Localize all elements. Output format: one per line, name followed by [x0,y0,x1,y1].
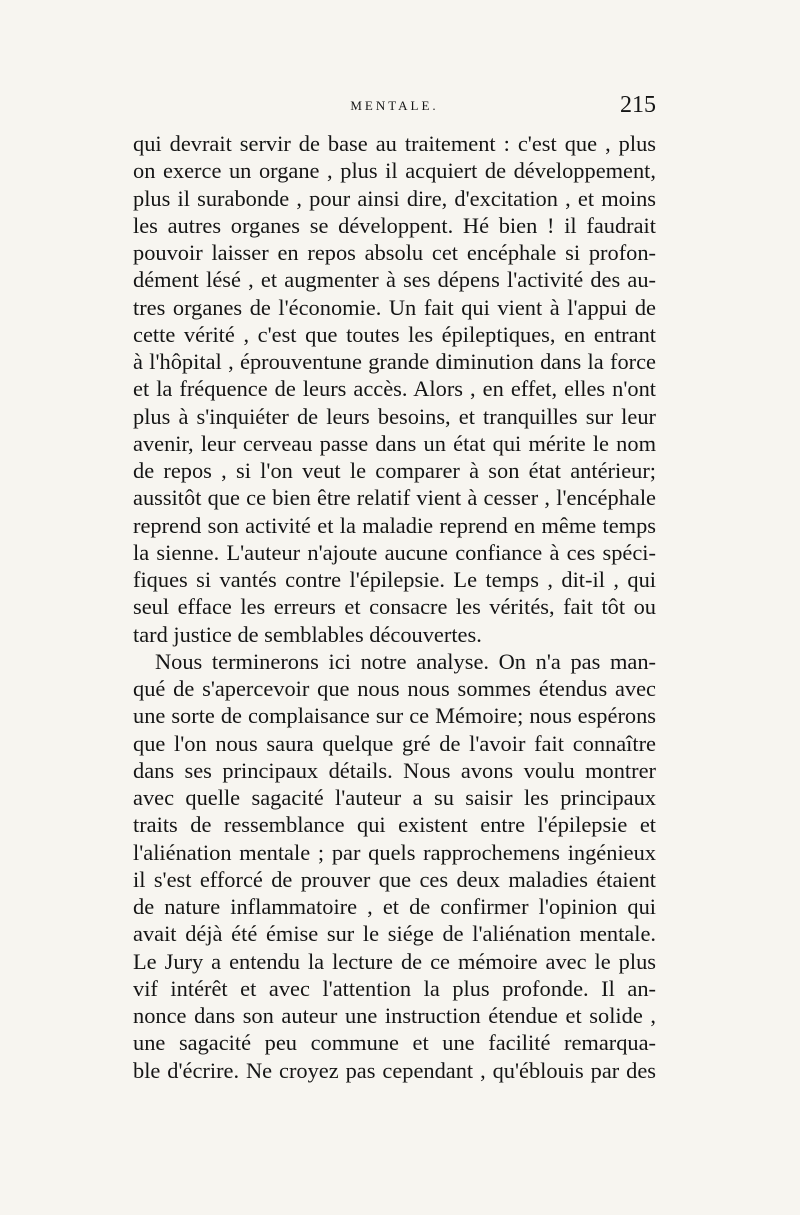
text-line: reprend son activité et la maladie reprend en même temps [133,512,656,538]
text-line: ble d'écrire. Ne croyez pas cependant , qu'éblouis par des [133,1057,656,1083]
text-line: et la fréquence de leurs accès. Alors , en effet, elles n'ont [133,376,656,402]
running-head: MENTALE. [350,98,439,113]
text-line: seul efface les erreurs et consacre les vérités, fait tôt ou [133,594,656,620]
text-line: aussitôt que ce bien être relatif vient à cesser , l'encéphale [133,485,656,511]
text-line: il s'est efforcé de prouver que ces deux maladies étaient [133,866,656,892]
text-line: qué de s'apercevoir que nous nous sommes étendus avec [133,676,656,701]
text-line: une sagacité peu commune et une facilité remarqua- [133,1030,656,1056]
text-line: on exerce un organe , plus il acquiert de développement, [133,158,656,184]
text-line: traits de ressemblance qui existent entre l'épilepsie et [133,812,656,838]
text-line: de nature inflammatoire , et de confirmer l'opinion qui [133,894,656,919]
text-line: avenir, leur cerveau passe dans un état qui mérite le nom [133,430,656,456]
text-line: de repos , si l'on veut le comparer à son état antérieur; [133,458,656,483]
text-line: dément lésé , et augmenter à ses dépens l'activité des au- [133,267,656,293]
text-line: que l'on nous saura quelque gré de l'avoir fait connaître [133,730,656,756]
text-line: plus il surabonde , pour ainsi dire, d'excitation , et moins [133,185,656,211]
body-text [133,130,656,1084]
text-line: plus à s'inquiéter de leurs besoins, et tranquilles sur leur [133,403,656,429]
text-line: Le Jury a entendu la lecture de ce mémoire avec le plus [133,948,656,974]
text-line: nonce dans son auteur une instruction étendue et solide , [133,1003,656,1028]
paragraph-start-line: Nous terminerons ici notre analyse. On n'a pas man- [155,648,656,674]
text-line: les autres organes se développent. Hé bien ! il faudrait [133,212,656,238]
text-line: avait déjà été émise sur le siége de l'aliénation mentale. [133,921,656,947]
page-number: 215 [620,92,656,118]
text-line: dans ses principaux détails. Nous avons voulu montrer [133,757,656,783]
text-line: cette vérité , c'est que toutes les épileptiques, en entrant [133,321,656,347]
text-line: qui devrait servir de base au traitement : c'est que , plus [133,131,656,156]
text-line: pouvoir laisser en repos absolu cet encéphale si profon- [133,240,656,265]
text-line: une sorte de complaisance sur ce Mémoire; nous espérons [133,703,656,729]
text-line: avec quelle sagacité l'auteur a su saisir les principaux [133,785,656,810]
text-line: l'aliénation mentale ; par quels rapprochemens ingénieux [133,839,656,865]
page-header [133,92,656,122]
text-line: tres organes de l'économie. Un fait qui vient à l'appui de [133,294,656,320]
text-line: vif intérêt et avec l'attention la plus profonde. Il an- [133,975,656,1001]
text-line: la sienne. L'auteur n'ajoute aucune confiance à ces spéci- [133,539,656,565]
paragraph-end-line: tard justice de semblables découvertes. [133,621,482,647]
text-line: fiques si vantés contre l'épilepsie. Le temps , dit-il , qui [133,567,656,592]
text-line: à l'hôpital , éprouventune grande diminution dans la force [133,349,656,374]
